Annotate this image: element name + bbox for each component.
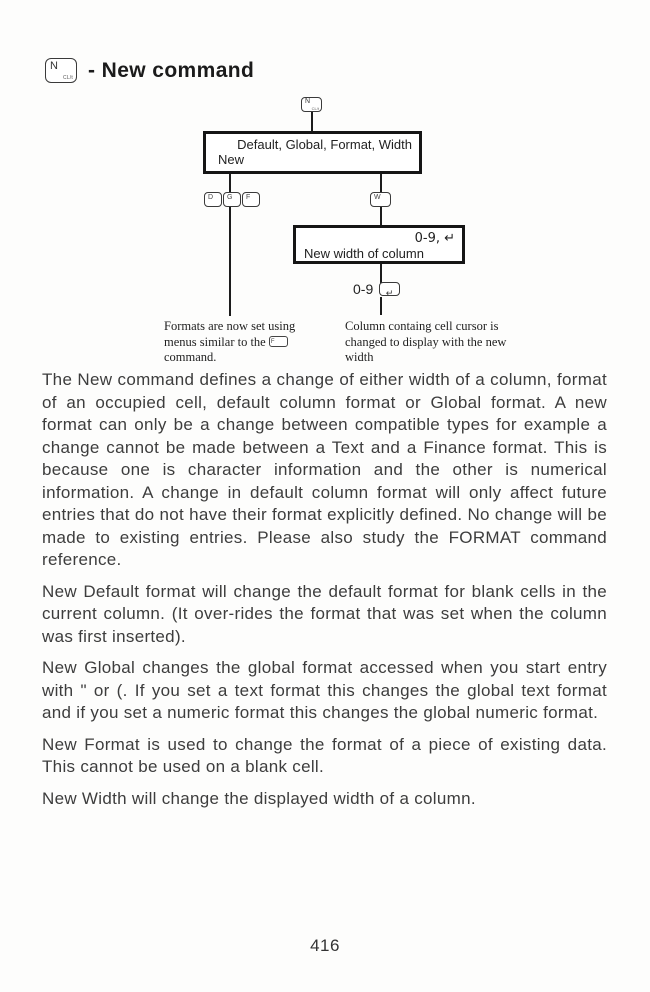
diagram-n-key-sublabel: CL/t [311,106,319,111]
page-number: 416 [310,936,340,955]
connector-line [229,174,231,192]
paragraph-new-width: New Width will change the displayed width of a column. [42,788,476,808]
g-key-label: G [227,194,233,201]
format-key-icon [269,336,288,347]
w-key-label: W [374,194,381,201]
caption-formats [164,319,306,366]
paragraph-new-global: New Global changes the global format accessed when you start entry with " or (. If you set a text format this changes the global text format and if you set a numeric format this changes the global numeric format. [42,658,607,722]
page-title: - New command [88,59,255,82]
digit-range-label: 0-9 [353,281,374,297]
caption-formats-text-end: command. [164,350,217,364]
format-key-label: F [270,338,275,345]
connector-line [380,264,382,283]
enter-key-icon [379,282,400,299]
n-key-label: N [50,60,58,72]
w-key-icon [370,192,391,207]
caption-column-width: Column containg cell cursor is changed to display with the new width [345,319,507,364]
enter-key-label: ↵ [385,289,394,299]
connector-line [380,297,382,315]
connector-line [311,112,313,131]
connector-line [380,174,382,192]
diagram-n-key-icon [301,97,322,112]
menu-options: Default, Global, Format, Width [237,137,412,152]
d-key-icon [204,192,222,207]
paragraph-overview: The New command defines a change of either width of a column, format of an occupied cell, default column format or Global format. A new format can only be a change between compatible types for example a change cannot be made between a Text and a Finance format. This is because one is character information and the other is numerical information. A change in default column format will only affect future entries that do not have their format explicitly defined. No change will be made to existing entries. Please also study the FORMAT command reference. [42,370,607,569]
caption-formats-text: Formats are now set using menus similar to the [164,319,296,349]
menu-label: New [218,152,245,167]
n-key-sublabel: CL/t [63,75,73,81]
new-width-box [293,225,465,264]
n-key-icon [45,58,77,83]
width-input-hint: 0-9, ↵ [414,231,455,246]
paragraph-new-default: New Default format will change the default format for blank cells in the current column. (It over-rides the format that was set when the column was first inserted). [42,581,607,646]
f-key-icon [242,192,260,207]
width-box-label: New width of column [304,246,424,261]
connector-line [380,207,382,225]
f-key-label: F [246,194,251,201]
d-key-label: D [208,194,214,201]
g-key-icon [223,192,241,207]
body-text [42,369,607,819]
diagram-n-key-label: N [305,98,311,105]
new-menu-box [203,131,422,174]
paragraph-new-format: New Format is used to change the format of a piece of existing data. This cannot be used on a blank cell. [42,734,607,776]
connector-line [229,207,231,316]
